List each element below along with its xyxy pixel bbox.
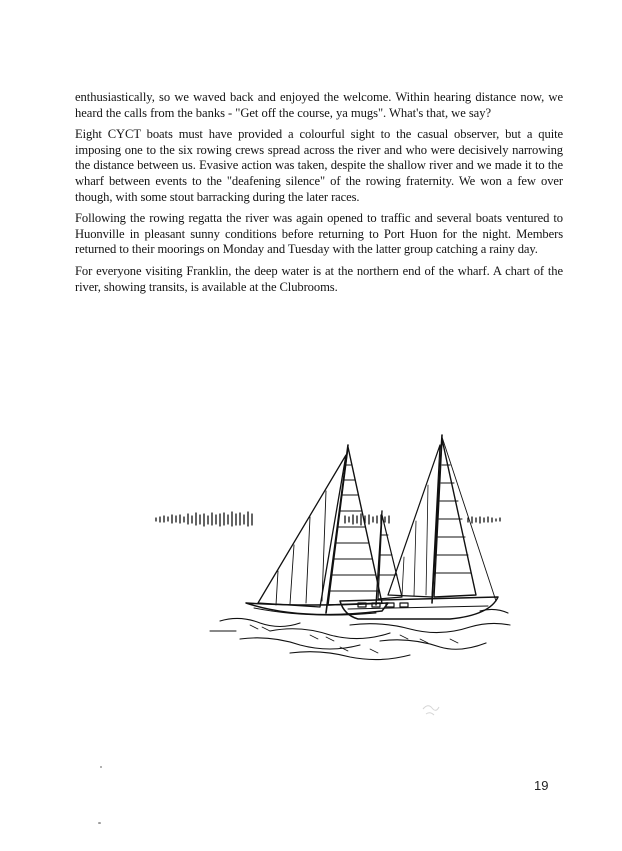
scan-smudge: [420, 700, 442, 718]
page-number: 19: [534, 778, 549, 793]
paragraph-regatta: Following the rowing regatta the river was again opened to traffic and several boats ventured to Huonville in pleasant sunny conditions before returning to Port Huon for the night. Members returned to their moorings on Monday and Tuesday with the latter group catching a rainy day.: [75, 211, 563, 257]
paragraph-cyct-boats: Eight CYCT boats must have provided a colourful sight to the casual observer, but a quite imposing one to the six rowing crews spread across the river and who were decisively narrowing the distance between us. Evasive action was taken, despite the shallow river and we made it to the wharf between events to the "deafening silence" of the rowing fraternity. We won a few over though, with some stout barracking during the later races.: [75, 127, 563, 204]
article-body: [75, 90, 563, 301]
sailboats-illustration: [150, 425, 520, 665]
scan-speck: [100, 766, 102, 768]
left-sloop: [246, 445, 388, 615]
scan-speck: [98, 822, 101, 824]
paragraph-franklin-advice: For everyone visiting Franklin, the deep water is at the northern end of the wharf. A chart of the river, showing transits, is available at the Clubrooms.: [75, 263, 563, 294]
paragraph-continuation: enthusiastically, so we waved back and enjoyed the welcome. Within hearing distance now, we heard the calls from the banks - "Get off the course, ya mugs". What's that, we say?: [75, 90, 563, 120]
